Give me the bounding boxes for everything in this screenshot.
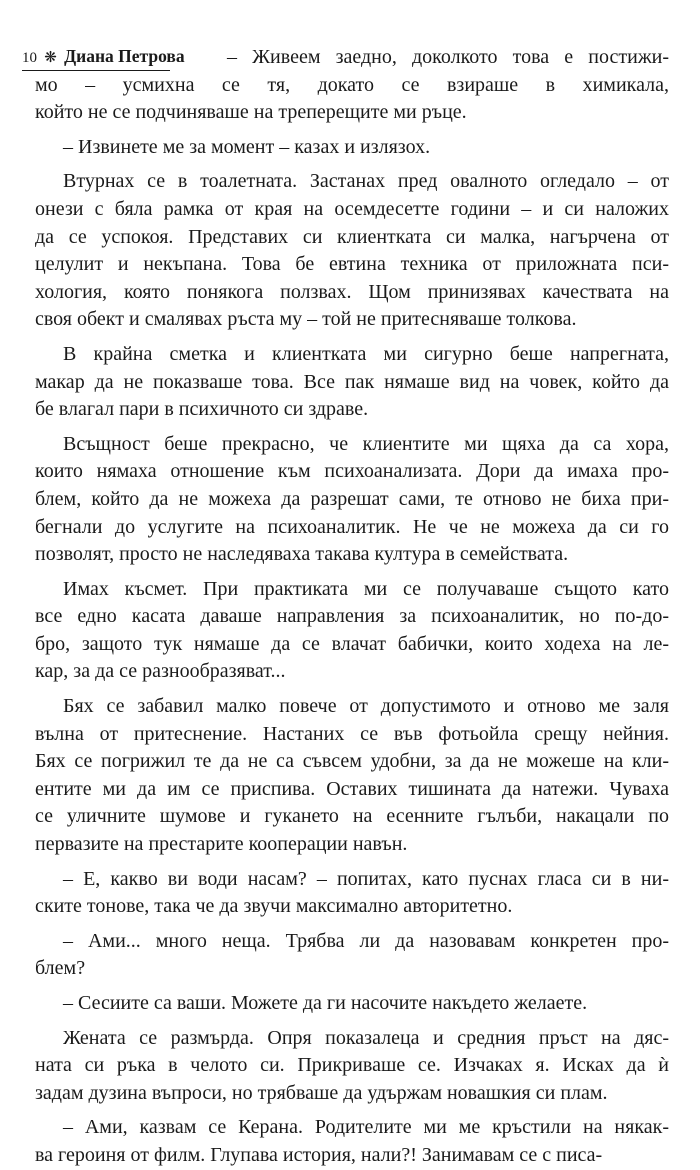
text-line: своя обект и смалявах ръста му – той не притесняваше толкова. <box>35 308 577 331</box>
text-line: – Ами, казвам се Керана. Родителите ми ме кръстили на някак- <box>63 1116 669 1139</box>
text-line: вълна от притеснение. Настаних се във фотьойла срещу нейния. <box>35 722 669 745</box>
paragraph-gap <box>35 1107 669 1114</box>
text-line: блем? <box>35 957 86 980</box>
paragraph-gap <box>35 859 669 866</box>
text-line: Имах късмет. При практиката ми се получаваше същото като <box>63 577 669 600</box>
text-line: мо – усмихна се тя, докато се взираше в химикала, <box>35 73 669 96</box>
body-text <box>35 44 669 1170</box>
text-line: В крайна сметка и клиентката ми сигурно беше напрегната, <box>63 342 669 365</box>
text-line: блем, който да не можеха да разрешат сами, те отново не биха при- <box>35 487 669 510</box>
paragraph-gap <box>35 921 669 928</box>
text-line: бро, защото тук нямаше да се влачат бабички, които ходеха на ле- <box>35 632 669 655</box>
paragraph <box>35 431 669 569</box>
paragraph-gap <box>35 161 669 168</box>
text-line: Бях се погрижил те да не са съвсем удобни, за да не можеше на кли- <box>35 750 669 773</box>
text-line: онези с бяла рамка от края на осемдесетте години – и си наложих <box>35 197 669 220</box>
text-line: хология, която понякога ползвах. Щом принизявах качествата на <box>35 280 669 303</box>
text-line: – Е, какво ви води насам? – попитах, като пуснах гласа си в ни- <box>63 867 669 890</box>
paragraph <box>35 693 669 859</box>
paragraph-gap <box>35 569 669 576</box>
text-line: макар да не показваше това. Все пак нямаше вид на човек, който да <box>35 370 669 393</box>
text-line: Жената се размърда. Опря показалеца и средния пръст на дяс- <box>63 1026 669 1049</box>
paragraph <box>35 1025 669 1108</box>
text-line: Втурнах се в тоалетната. Застанах пред овалното огледало – от <box>63 170 669 193</box>
paragraph-gap <box>35 983 669 990</box>
text-line: бе влагал пари в психичното си здраве. <box>35 398 369 421</box>
text-line: – Живеем заедно, доколкото това е постижи- <box>227 46 669 68</box>
paragraph <box>35 341 669 424</box>
paragraph <box>35 990 669 1018</box>
text-line: все едно касата даваше направления за психоаналитик, но по-до- <box>35 605 669 628</box>
text-line: – Извинете ме за момент – казах и излязох. <box>63 135 431 158</box>
author-name: Диана Петрова <box>64 46 185 66</box>
text-line: които нямаха отношение към психоанализата. Дори да имаха про- <box>35 460 669 483</box>
paragraph <box>35 1114 669 1169</box>
paragraph <box>35 168 669 334</box>
text-line: задам дузина въпроси, но трябваше да удържам новашкия си плам. <box>35 1081 608 1104</box>
text-line: – Ами... много неща. Трябва ли да назовавам конкретен про- <box>63 929 669 952</box>
text-line: ските тонове, така че да звучи максимално авторитетно. <box>35 895 513 918</box>
text-line: целулит и некъпана. Това бе евтина техника от приложната пси- <box>35 253 669 276</box>
paragraph <box>35 134 669 162</box>
ornament-separator: ❋ <box>44 50 57 66</box>
text-line: кар, за да се разнообразяват... <box>35 660 286 683</box>
paragraph <box>35 576 669 686</box>
text-line: да се успокоя. Представих си клиентката си малка, нагърчена от <box>35 225 669 248</box>
paragraph <box>35 866 669 921</box>
paragraph-gap <box>35 686 669 693</box>
text-line: первазите на престарите кооперации навън. <box>35 833 408 856</box>
paragraph <box>35 928 669 983</box>
paragraph-gap <box>35 127 669 134</box>
paragraph-gap <box>35 1018 669 1025</box>
text-line: позволят, просто не наследяваха такава култура в семействата. <box>35 543 569 566</box>
text-line: ентите ми да им се приспива. Оставих тишината да натежи. Чуваха <box>35 777 669 800</box>
text-line: се уличните шумове и гукането на есенните гълъби, накацали по <box>35 805 669 828</box>
text-line: Бях се забавил малко повече от допустимото и отново ме заля <box>63 695 669 718</box>
text-line: – Сесиите са ваши. Можете да ги насочите накъдето желаете. <box>63 992 588 1014</box>
text-line: ната си ръка в челото си. Прикриваше се. Изчаках я. Исках да ѝ <box>35 1054 669 1077</box>
page-number: 10 <box>22 50 37 66</box>
paragraph-gap <box>35 424 669 431</box>
text-line: бегнали до услугите на психоаналитик. Не че не можеха да си го <box>35 515 669 538</box>
paragraph-gap <box>35 334 669 341</box>
text-line: който не се подчиняваше на треперещите ми ръце. <box>35 101 467 124</box>
text-line: ва героиня от филм. Глупава история, нали?! Занимавам се с писа- <box>35 1143 603 1166</box>
text-line: Всъщност беше прекрасно, че клиентите ми щяха да са хора, <box>63 432 669 455</box>
paragraph <box>35 44 669 127</box>
